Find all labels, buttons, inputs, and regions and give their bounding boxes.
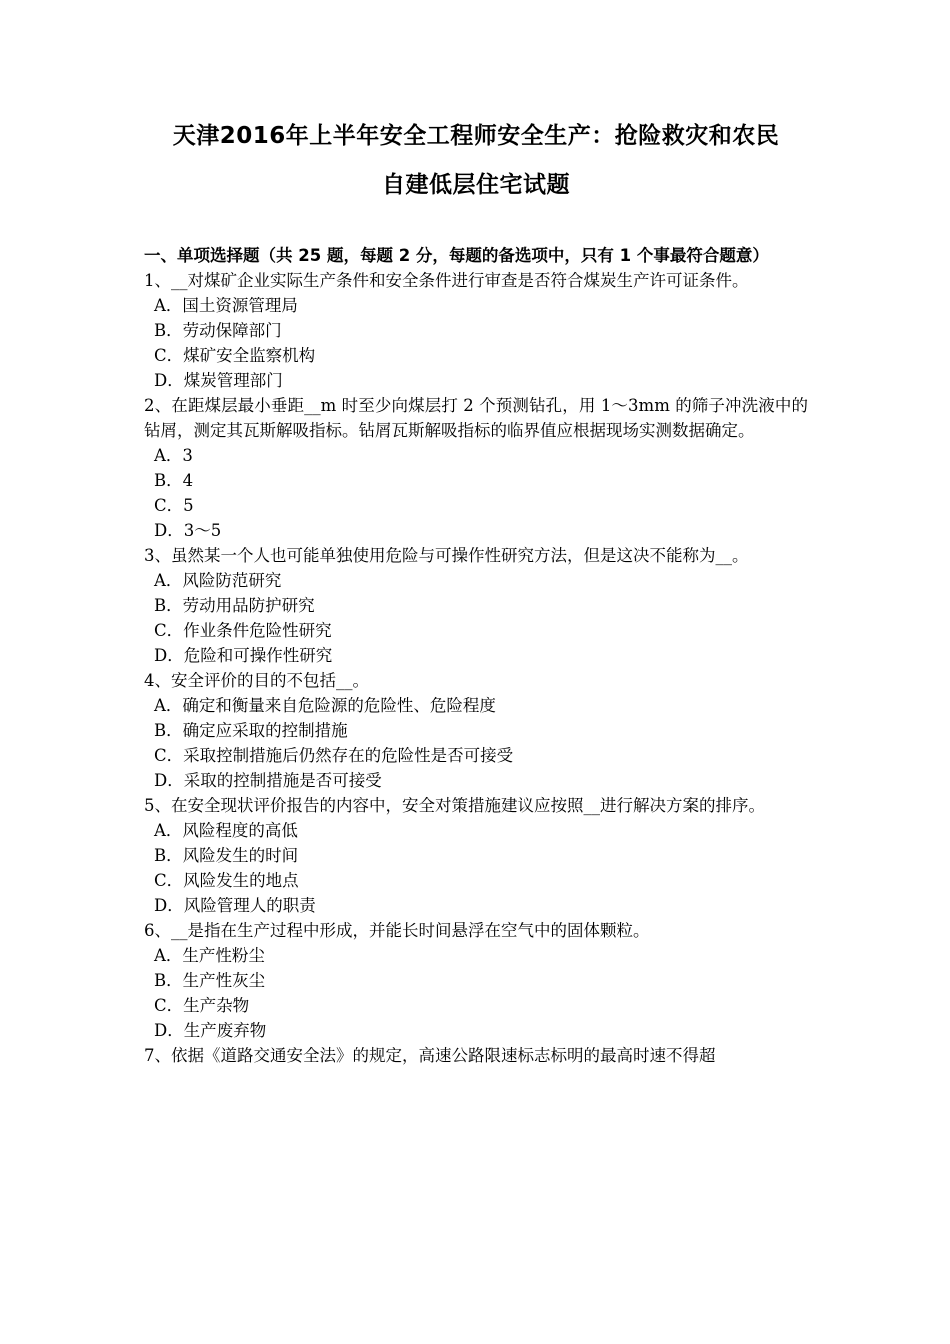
option-d: D．危险和可操作性研究 [154,646,333,665]
option-b: B．确定应采取的控制措施 [154,721,348,740]
option-c: C．风险发生的地点 [154,871,299,890]
option-b: B．4 [154,471,194,490]
option-d: D．煤炭管理部门 [154,371,283,390]
option-c: C．作业条件危险性研究 [154,621,332,640]
option-list [144,943,808,1043]
option-a: A．国土资源管理局 [154,296,298,315]
question-stem: 1、__对煤矿企业实际生产条件和安全条件进行审查是否符合煤炭生产许可证条件。 [144,271,749,290]
document-title [144,112,808,210]
option-list [144,568,808,668]
question-1 [144,268,808,393]
question-stem: 6、__是指在生产过程中形成，并能长时间悬浮在空气中的固体颗粒。 [144,921,650,940]
question-stem: 3、虽然某一个人也可能单独使用危险与可操作性研究方法，但是这决不能称为__。 [144,546,749,565]
option-a: A．确定和衡量来自危险源的危险性、危险程度 [154,696,496,715]
option-a: A．3 [154,446,193,465]
option-a: A．风险防范研究 [154,571,282,590]
question-stem: 5、在安全现状评价报告的内容中，安全对策措施建议应按照__进行解决方案的排序。 [144,796,765,815]
option-b: B．风险发生的时间 [154,846,299,865]
option-c: C．采取控制措施后仍然存在的危险性是否可接受 [154,746,514,765]
question-3 [144,543,808,668]
option-list [144,443,808,543]
option-c: C．生产杂物 [154,996,250,1015]
option-a: A．生产性粉尘 [154,946,265,965]
question-stem: 4、安全评价的目的不包括__。 [144,671,369,690]
option-d: D．生产废弃物 [154,1021,267,1040]
option-d: D．风险管理人的职责 [154,896,316,915]
title-line-2: 自建低层住宅试题 [382,172,570,198]
title-line-1: 天津2016年上半年安全工程师安全生产：抢险救灾和农民 [172,123,780,149]
question-4 [144,668,808,793]
question-7 [144,1043,808,1068]
option-d: D．采取的控制措施是否可接受 [154,771,382,790]
option-list [144,693,808,793]
question-5 [144,793,808,918]
option-b: B．生产性灰尘 [154,971,266,990]
document-page [144,112,808,1068]
option-b: B．劳动保障部门 [154,321,282,340]
option-d: D．3～5 [154,521,222,540]
question-6 [144,918,808,1043]
option-c: C．5 [154,496,194,515]
option-c: C．煤矿安全监察机构 [154,346,316,365]
question-stem: 2、在距煤层最小垂距__m 时至少向煤层打 2 个预测钻孔，用 1～3mm 的筛子冲洗液中的钻屑，测定其瓦斯解吸指标。钻屑瓦斯解吸指标的临界值应根据现场实测数据确定。 [144,396,808,440]
option-b: B．劳动用品防护研究 [154,596,315,615]
question-2 [144,393,808,543]
question-stem: 7、依据《道路交通安全法》的规定，高速公路限速标志标明的最高时速不得超 [144,1046,716,1065]
option-list [144,818,808,918]
option-list [144,293,808,393]
section-heading: 一、单项选择题（共 25 题，每题 2 分，每题的备选项中，只有 1 个事最符合题意） [144,246,769,265]
option-a: A．风险程度的高低 [154,821,298,840]
